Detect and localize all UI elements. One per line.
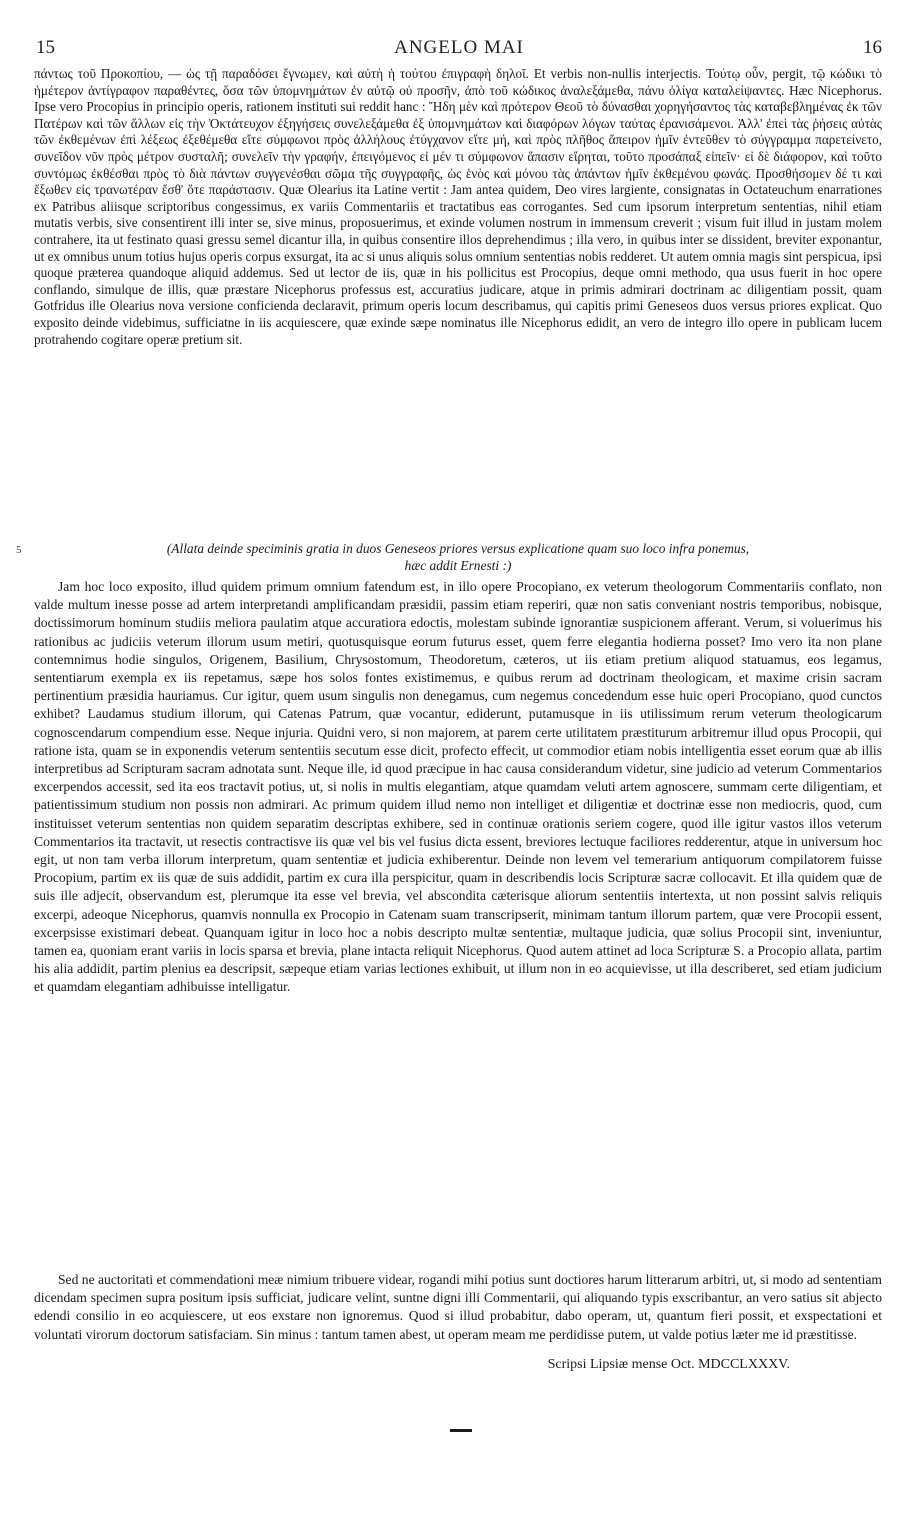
paragraph-main (34, 578, 882, 997)
margin-marker: 5 (16, 544, 22, 556)
paragraph-3-text: Jam hoc loco exposito, illud quidem primum omnium fatendum est, in illo opere Procopiano, ex veterum theologorum Commentariis conflato, non valde multum inesse posse ad artem interpretandi amplificandam præsidii, passim etiam reperiri, quæ non satis conveniant nostris temporibus, nobisque, doctissimorum hominum studiis meliora paulatim atque accuratiora edoctis, molestam subinde ignorantiæ suspicionem afferant. Verum, si voluerimus his rationibus ac judiciis veterum illorum usum metiri, quotusquisque eorum futurus esset, quem ferre elegantia hodierna posset? Imo vero ita non plane contemnimus hodie singulos, Origenem, Basilium, Chrysostomum, Theodoretum, cæteros, ut iis etiam pretium aliquod statuamus, eos legamus, sententiarum exempla ex iis repetamus, sæpe hos solos fontes existimemus, e quibus rerum ad doctrinam theologicam, et maxime crisin sacram pertinentium præsidia hauriamus. Cur igitur, quem usum singulis non denegamus, cum negemus concedendum esse huic operi Procopiano, quod cunctos exhibet? Laudamus studium illorum, qui Catenas Patrum, quæ vocantur, ediderunt, putamusque in iis utilissimum rerum veterum theologicarum cognoscendarum compendium esse. Neque injuria. Quidni vero, si non majorem, at parem certe utilitatem præstiturum arbitremur illud opus Procopii, qui ratione ista, quam se in exponendis veterum sententiis secutum esse dicit, profecto effecit, ut commodior etiam nobis intelligentia esset eorum quæ ab illis interpretibus ad Scripturam sacram adnotata sunt. Neque ille, id quod præcipue in hac causa considerandum videtur, sine judicio ad veterum Commentarios excerpendos accessit, sed ita eos tractavit potius, ut, si nolis in multis elegantiam, atque quamdam veluti artem agnoscere, summam certe diligentiam, et patientissimum studium non possis non admirari. Ac primum quidem illud nemo non intelliget et diligentiæ et doctrinæ esse non mediocris, quod, cum instituisset veterum sententias non quidem separatim descriptas exhibere, sed in continuæ orationis seriem cogere, quod ille igitur vastos illos veterum Commentarios ita tractavit, ut resectis contractisve iis quæ vel bis vel fusius dicta essent, breviores lectuque faciliores redderentur, atque in universum hoc egit, ut non tam verba illorum interpretum, quam sententiæ et judicia exhiberentur. Deinde non levem vel temerarium antiquorum compilatorem fuisse Procopium, partim ex iis quæ de suis addidit, partim ex cura illa perspicitur, quam in describendis locis Scripturæ sacræ collocavit. Et illa quidem quæ de suis ille adjecit, observandum est, plerumque ita esse vel brevia, vel abscondita cæterisque aliorum sententiis intertexta, ut non possint salvis reliquis excerpi, adeoque Nicephorus, quamvis nonnulla ex Procopio in Catenam suam transcripserit, minimam tantum illorum partem, quæ vere Procopii essent, excerpsisse existimari debeat. Quanquam igitur in loco hoc a nobis descripto multæ sententiæ, multaque judicia, quæ solius Procopii sint, inveniuntur, tamen ea, quoniam erant variis in locis sparsa et brevia, plane intacta reliquit Nicephorus. Quod autem attinet ad loca Scripturæ S. a Procopio allata, partim his alia addidit, partim plenius ea descripsit, sæpeque etiam varias lectiones exhibuit, ut illum non in eo acquievisse, ut illa describeret, sed etiam judicium et quamdam elegantiam adhibuisse intelligatur. (34, 579, 882, 995)
paragraph-closing (34, 1271, 882, 1344)
paragraph-1-text: πάντως τοῦ Προκοπίου, — ὡς τῇ παραδόσει ἔγνωμεν, καὶ αὐτὴ ἡ τούτου ἐπιγραφὴ δηλοῖ. Et verbis non-nullis interjectis. Τούτῳ οὖν, pergit, τῷ κώδικι τὸ ἡμέτερον ἀντίγραφον παραθέντες, ὅσα τῶν ὑπομνημάτων ἐν αὐτῷ οὐ προσῆν, ἀπὸ τοῦ κώδικος ἀναλεξάμεθα, πάνυ ὀλίγα καταλείψαντες. Hæc Nicephorus. Ipse vero Procopius in principio operis, rationem instituti sui reddit hanc : Ἤδη μὲν καὶ πρότερον Θεοῦ τὸ δύνασθαι χορηγήσαντος τὰς καταβεβλημένας ἐκ τῶν Πατέρων καὶ τῶν ἄλλων εἰς τὴν Ὀκτάτευχον ἐξηγήσεις συνελεξάμεθα ἐξ ὑπομνημάτων καὶ διαφόρων λόγων ταύτας ἐρανισάμενοι. Ἀλλ' ἐπεὶ τὰς ῥήσεις αὐτὰς τῶν ἐκθεμένων ἐπὶ λέξεως ἐξεθέμεθα εἴτε σύμφωνοι πρὸς ἀλλήλους ἐτύγχανον εἴτε μή, καὶ πρὸς πλῆθος ἄπειρον ἡμῖν ἐντεῦθεν τὸ σύγγραμμα παρετείνετο, συνεῖδον νῦν πρὸς μέτρον συσταλῆ; συνελεῖν τὴν γραφήν, ἐπειγόμενος εἰ μέν τι σύμφωνον ἅπασιν εἴρηται, τοῦτο προσάπαξ εἰπεῖν· εἰ δὲ διάφορον, καὶ τοῦτο συντόμως ἐκθέσθαι πρὸς τὸ διὰ πάντων συγγενέσθαι σῶμα τῆς συγγραφῆς, ὡς ἑνὸς καὶ μόνου τὰς ἁπάντων ἡμῖν ἐκθεμένου φωνάς. Προσθήσομεν δέ τι καὶ ἔξωθεν εἰς τρανωτέραν ἔσθ' ὅτε παράστασιν. Quæ Olearius ita Latine vertit : Jam antea quidem, Deo vires largiente, consignatas in Octateuchum enarrationes ex Patribus aliisque scriptoribus congessimus, ex variis Commentariis et tractatibus eas corrogantes. Sed cum ipsorum interpretum sententias, nihil etiam mutatis verbis, sive consentirent illi inter se, sive minus, proposuerimus, et exinde volumen nostrum in immensum creverit ; visum fuit illud in justam molem contrahere, ita ut festinato quasi gressu semel dicantur illa, in quibus consentire illos deprehendimus ; illa vero, in quibus inter se dissident, breviter exponantur, ut ex omnibus unum totius hujus operis corpus exsurgat, ita ac si unus aliquis solus omnium sententias nobis redderet. Ut autem omnia magis sint perspicua, ipsi quoque præterea quandoque aliquid addemus. Sed ut lector de iis, quæ in his pollicitus est Procopius, deque omni methodo, qua usus fuerit in hoc opere conflando, simulque de illis, quæ præstare Nicephorus professus est, accuratius judicare, atque in primis admirari doctrinam ac diligentiam possit, quam Gotfridus ille Olearius nova versione conficienda declaravit, primum operis locum describamus, qui capitis primi Geneseos duos versus priores explicat. Quo exposito deinde videbimus, sufficiatne in iis acquiescere, quæ exinde sæpe nominatus ille Nicephorus edidit, an vero de integro illo opere in publicam lucem protrahendo cogitare operæ pretium sit. (34, 66, 882, 347)
editorial-note-line-2: hæc addit Ernesti :) (404, 558, 512, 573)
running-header (36, 37, 882, 61)
page-number-right: 16 (863, 37, 882, 58)
paragraph-greek-latin (34, 66, 882, 348)
running-title: ANGELO MAI (394, 37, 524, 58)
signature-line: Scripsi Lipsiæ mense Oct. MDCCLXXXV. (547, 1357, 790, 1372)
editorial-note-line-1: (Allata deinde speciminis gratia in duos Geneseos priores versus explicatione quam suo loco infra ponemus, (166, 541, 750, 556)
end-rule (450, 1429, 472, 1432)
page-number-left: 15 (36, 37, 55, 58)
paragraph-4-text: Sed ne auctoritati et commendationi meæ nimium tribuere videar, rogandi mihi potius sunt doctiores harum litterarum arbitri, ut, si modo ad sententiam dicendam specimen supra positum ipsis sufficiat, judicare velint, suntne digni illi Commentarii, qui aliquando typis exscribantur, an vero satius sit abjecto edendi consilio in eo acquiescere, ut eos exstare non ignoremus. Quod si illud probabitur, dabo operam, ut, quantum fieri possit, et exspectationi et voluntati virorum doctorum satisfaciam. Sin minus : tantum tamen abest, ut operam meam me perdidisse putem, ut valde potius læter me id præstitisse. (34, 1272, 882, 1342)
editorial-note (34, 540, 882, 574)
